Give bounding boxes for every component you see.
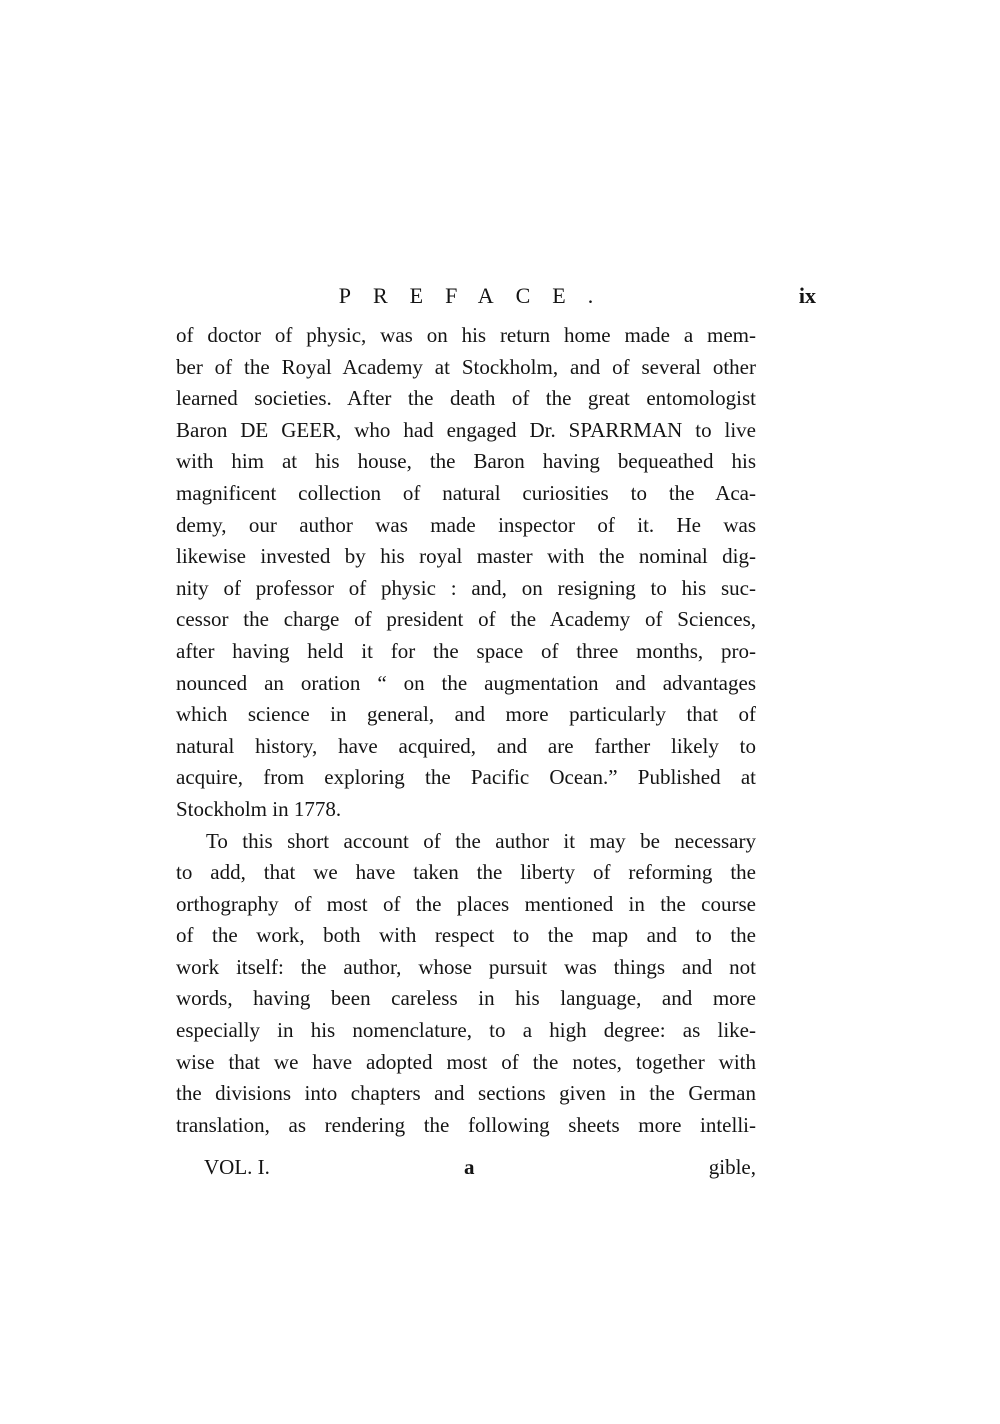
- text-line: to add, that we have taken the liberty of reforming the: [176, 860, 756, 885]
- text-line: nounced an oration “ on the augmentation and advantages: [176, 670, 756, 695]
- text-line: nity of professor of physic : and, on resigning to his suc-: [176, 575, 756, 600]
- text-line: which science in general, and more particularly that of: [176, 702, 756, 727]
- text-line: ber of the Royal Academy at Stockholm, and of several other: [176, 354, 756, 379]
- text-line: translation, as rendering the following sheets more intelli-: [176, 1112, 756, 1137]
- page-number: ix: [798, 283, 816, 308]
- text-line: with him at his house, the Baron having bequeathed his: [176, 449, 756, 474]
- text-line: To this short account of the author it may be necessary: [206, 828, 756, 853]
- text-line: Baron DE GEER, who had engaged Dr. SPARRMAN to live: [176, 417, 756, 442]
- running-title: PREFACE.: [338, 283, 616, 308]
- text-line: magnificent collection of natural curiosities to the Aca-: [176, 480, 756, 505]
- volume-label: VOL. I.: [204, 1155, 270, 1179]
- text-line: learned societies. After the death of the great entomologist: [176, 386, 756, 411]
- catchword: gible,: [708, 1155, 756, 1179]
- text-line: orthography of most of the places mentioned in the course: [176, 891, 756, 916]
- text-line: after having held it for the space of three months, pro-: [176, 638, 756, 663]
- text-line: especially in his nomenclature, to a high degree: as like-: [176, 1018, 756, 1043]
- text-line: likewise invested by his royal master with the nominal dig-: [176, 544, 756, 569]
- text-line: wise that we have adopted most of the notes, together with: [176, 1049, 756, 1074]
- text-line: Stockholm in 1778.: [176, 796, 342, 821]
- signature-mark: a: [464, 1155, 475, 1179]
- text-line: acquire, from exploring the Pacific Ocean.” Published at: [176, 765, 756, 790]
- text-line: natural history, have acquired, and are farther likely to: [176, 733, 756, 758]
- text-line: of doctor of physic, was on his return home made a mem-: [176, 323, 756, 347]
- page-footer: [176, 1150, 756, 1184]
- text-line: the divisions into chapters and sections given in the German: [176, 1081, 756, 1106]
- text-line: demy, our author was made inspector of it. He was: [176, 512, 756, 537]
- text-line: words, having been careless in his language, and more: [176, 986, 756, 1011]
- page-header: [176, 283, 816, 315]
- body-text: [176, 320, 756, 1141]
- text-line: of the work, both with respect to the map and to the: [176, 923, 756, 948]
- text-line: cessor the charge of president of the Academy of Sciences,: [176, 607, 756, 632]
- text-line: work itself: the author, whose pursuit was things and not: [176, 954, 756, 979]
